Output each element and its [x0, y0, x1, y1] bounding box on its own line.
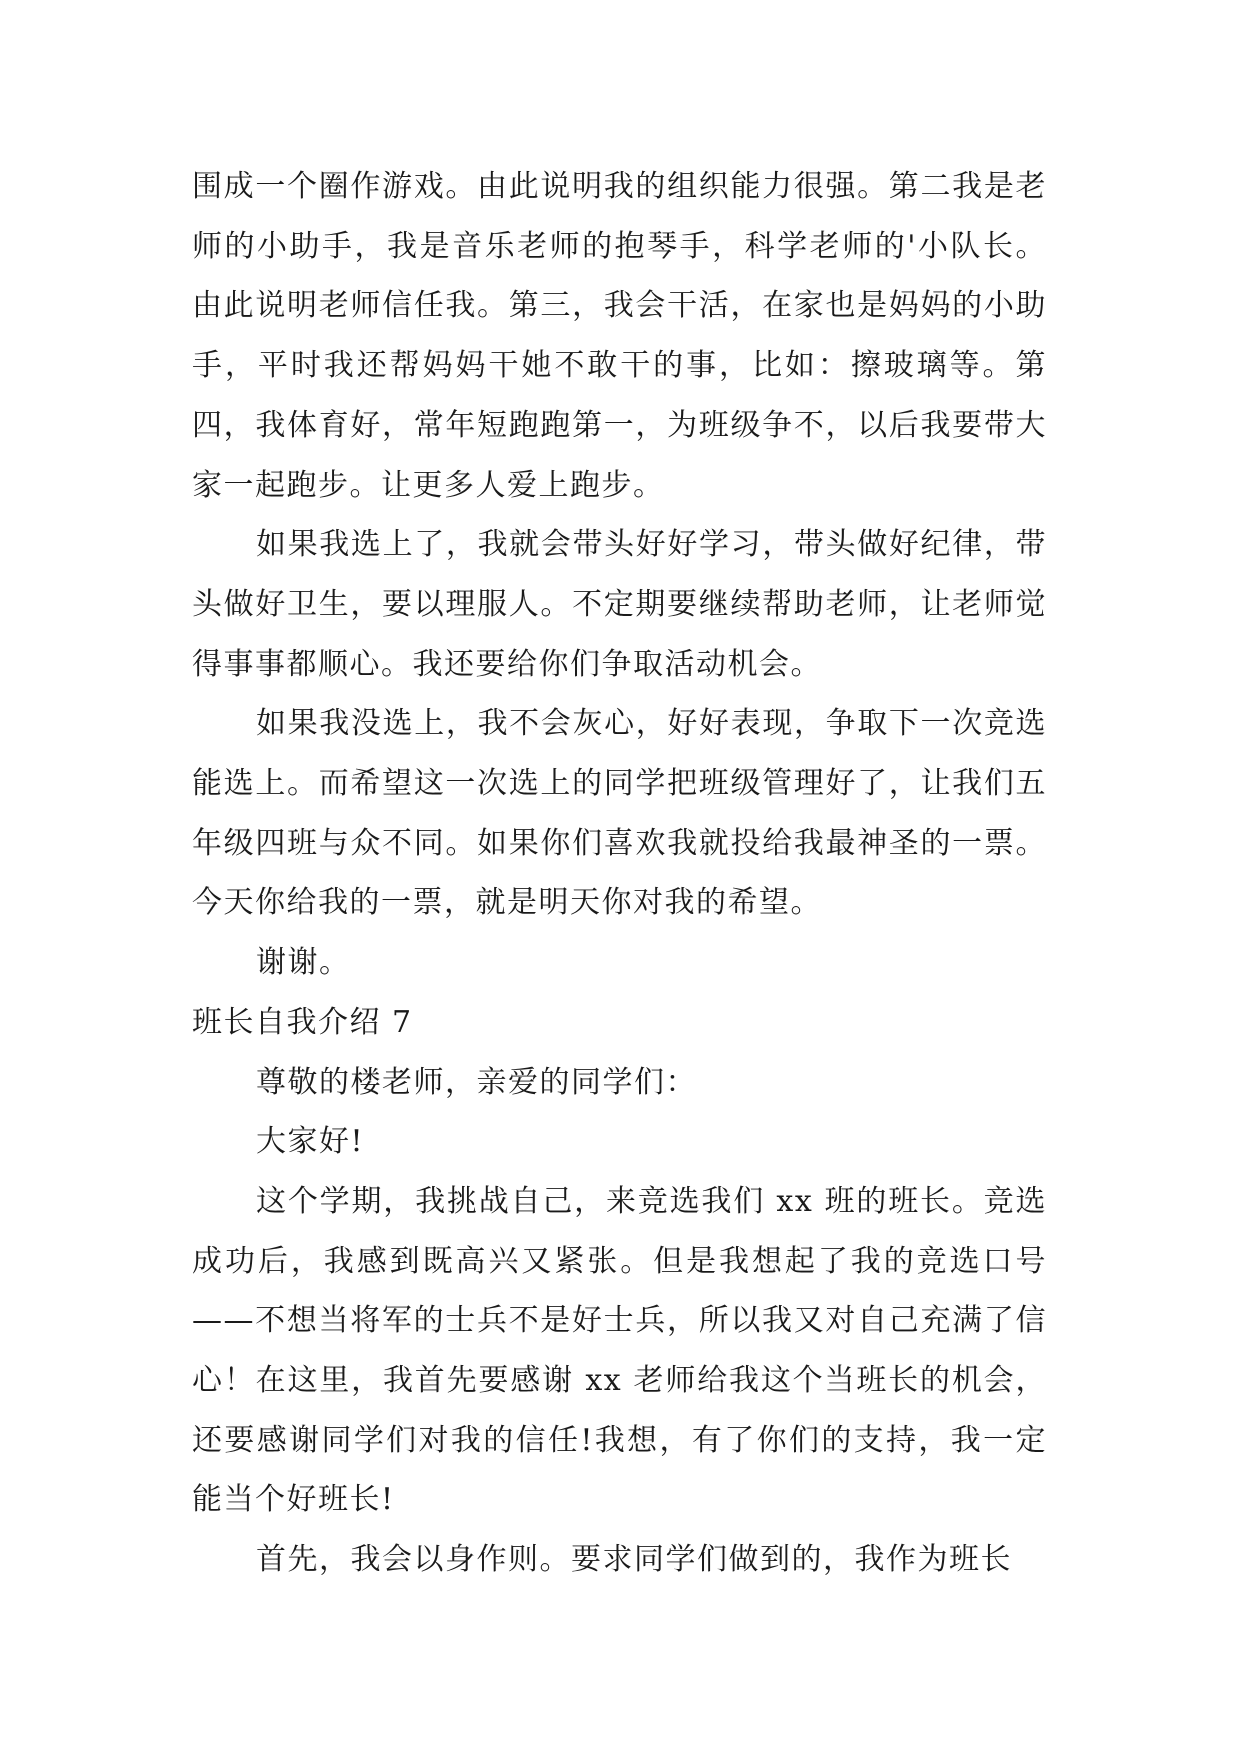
hello-line: 大家好! — [256, 1124, 365, 1160]
paragraph-4: 谢谢。 — [256, 945, 351, 981]
paragraph-3: 如果我没选上，我不会灰心，好好表现，争取下一次竞选能选上。而希望这一次选上的同学把班级管理好了，让我们五年级四班与众不同。如果你们喜欢我就投给我最神圣的一票。今天你给我的一票，就是明天你对我的希望。 — [192, 706, 1047, 921]
paragraph-6: 首先，我会以身作则。要求同学们做到的，我作为班长 — [256, 1542, 1012, 1578]
paragraph-2: 如果我选上了，我就会带头好好学习，带头做好纪律，带头做好卫生，要以理服人。不定期要继续帮助老师，让老师觉得事事都顺心。我还要给你们争取活动机会。 — [192, 527, 1047, 682]
paragraph-5: 这个学期，我挑战自己，来竞选我们 xx 班的班长。竞选成功后，我感到既高兴又紧张。但是我想起了我的竞选口号——不想当将军的士兵不是好士兵，所以我又对自己充满了信心！在这里，我首先要感谢 xx 老师给我这个当班长的机会，还要感谢同学们对我的信任!我想，有了你们的支持，我一定能当个好班长! — [192, 1183, 1047, 1518]
paragraph-1: 围成一个圈作游戏。由此说明我的组织能力很强。第二我是老师的小助手，我是音乐老师的抱琴手，科学老师的'小队长。由此说明老师信任我。第三，我会干活，在家也是妈妈的小助手，平时我还帮妈妈干她不敢干的事，比如：擦玻璃等。第四，我体育好，常年短跑跑第一，为班级争不，以后我要带大家一起跑步。让更多人爱上跑步。 — [192, 169, 1047, 503]
greeting-line: 尊敬的楼老师，亲爱的同学们： — [256, 1064, 697, 1100]
document-body — [192, 157, 1047, 1590]
section-title: 班长自我介绍 7 — [192, 1004, 413, 1040]
